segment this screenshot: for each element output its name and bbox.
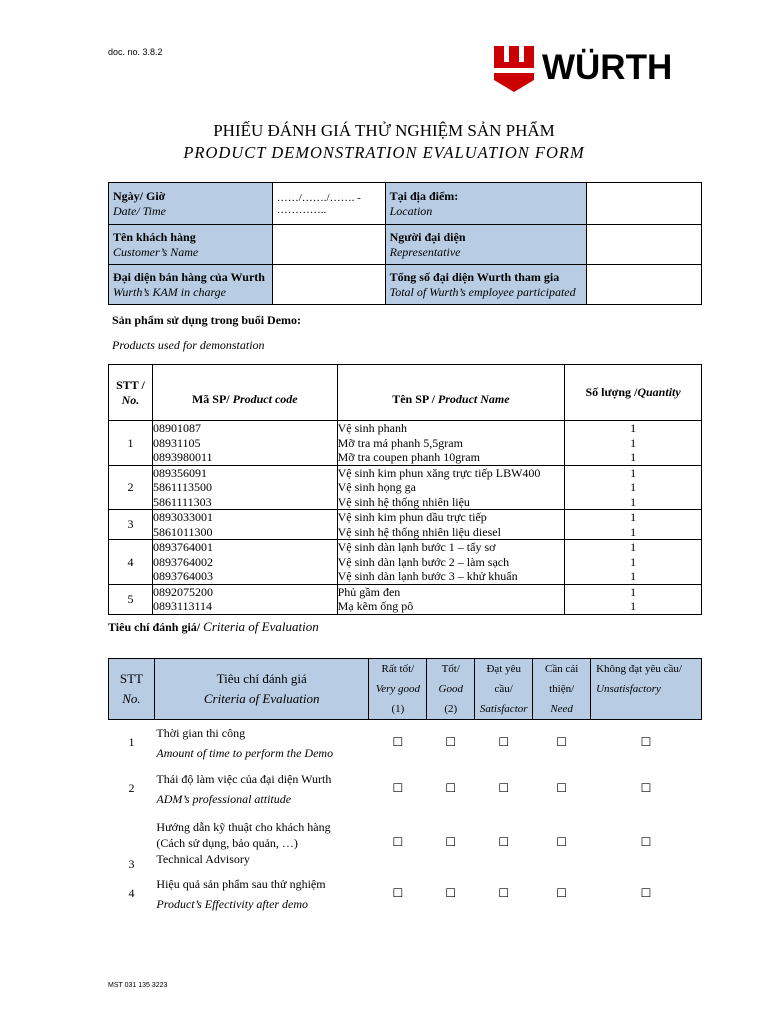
rating-checkbox[interactable]: ☐: [556, 735, 568, 750]
product-name: Vệ sinh dàn lạnh bước 2 – làm sạch: [337, 554, 510, 569]
rating-cell: [369, 812, 427, 874]
good-en: Good: [438, 683, 463, 695]
criteria-no: 4: [128, 886, 135, 900]
criteria-text: [154, 812, 369, 874]
rating-checkbox[interactable]: ☐: [640, 835, 652, 849]
rating-cell: [475, 812, 533, 874]
form-title-vi: PHIẾU ĐÁNH GIÁ THỬ NGHIỆM SẢN PHẨM: [213, 121, 555, 140]
satisfactory-en: Satisfactor: [479, 703, 528, 715]
product-code: 5861111303: [152, 494, 212, 509]
rep-label-en: Representative: [389, 244, 461, 259]
need-vi2: thiện/: [549, 683, 575, 695]
code-label-en: Product code: [232, 392, 298, 407]
very-good-en: Very good: [375, 683, 420, 695]
total-label-en: Total of Wurth’s employee participated: [389, 284, 576, 299]
wurth-logo-icon: [494, 46, 534, 92]
total-value[interactable]: [587, 265, 702, 305]
product-qty: 1: [630, 584, 637, 599]
product-name: Mỡ tra coupen phanh 10gram: [337, 450, 480, 464]
product-code: 0893764002: [152, 554, 213, 569]
kam-label-en: Wurth’s KAM in charge: [113, 284, 226, 299]
rating-checkbox[interactable]: ☐: [392, 835, 404, 849]
product-code: 089356091: [152, 465, 207, 480]
rating-cell: [533, 874, 591, 914]
date-label-vi: Ngày/ Giờ: [113, 188, 166, 203]
product-name-cell: [337, 584, 565, 614]
customer-label-vi: Tên khách hàng: [113, 229, 196, 244]
crit-stt-label: STT: [119, 671, 144, 686]
product-name-cell: [337, 465, 565, 510]
criteria-line2: ADM’s professional attitude: [156, 791, 292, 806]
form-title-en: PRODUCT DEMONSTRATION EVALUATION FORM: [183, 143, 585, 162]
col-header-name: [337, 365, 565, 421]
product-name: Vệ sinh dàn lạnh bước 3 – khử khuẩn: [337, 569, 518, 583]
kam-label-cell: [109, 265, 273, 305]
criteria-section-vi: Tiêu chí đánh giá/: [108, 620, 201, 634]
customer-value[interactable]: [272, 225, 385, 265]
satisfactory-vi2: cầu/: [494, 683, 513, 695]
need-vi1: Cần cải: [544, 663, 579, 675]
unsatisfactory-en: Unsatisfactory: [596, 683, 661, 695]
satisfactory-vi1: Đạt yêu: [486, 663, 521, 675]
rating-checkbox[interactable]: ☐: [392, 886, 404, 900]
rep-label-vi: Người đại diện: [389, 229, 466, 244]
product-qty-cell: [565, 584, 702, 614]
criteria-text: [154, 874, 369, 914]
product-qty: 1: [630, 554, 637, 569]
criteria-line3: Technical Advisory: [156, 851, 250, 866]
product-no: 2: [109, 465, 153, 510]
criteria-line1: Hướng dẫn kỹ thuật cho khách hàng: [156, 819, 331, 834]
rating-cell: [591, 766, 702, 812]
crit-header-criteria: [154, 659, 369, 720]
crit-label-en: Criteria of Evaluation: [203, 691, 320, 706]
name-label-en: Product Name: [437, 392, 510, 407]
product-qty: 1: [630, 599, 637, 613]
col-header-stt: [109, 365, 153, 421]
rating-checkbox[interactable]: ☐: [556, 886, 568, 900]
product-name: Mạ kẽm ống pô: [337, 599, 414, 613]
criteria-table: [108, 658, 702, 914]
product-code: 0893980011: [152, 450, 213, 464]
criteria-line1: Thái độ làm việc của đại diện Wurth: [156, 771, 332, 786]
rating-cell: [591, 812, 702, 874]
name-label-vi: Tên SP /: [392, 392, 435, 407]
product-qty: 1: [630, 480, 637, 494]
rep-value[interactable]: [587, 225, 702, 265]
rep-label-cell: [385, 225, 587, 265]
rating-checkbox[interactable]: ☐: [640, 886, 652, 900]
product-name-cell: [337, 510, 565, 540]
product-name: Vệ sinh kim phun dầu trực tiếp: [337, 510, 487, 524]
good-vi: Tốt/: [441, 663, 460, 675]
product-qty: 1: [630, 510, 637, 524]
stt-label-en: No.: [121, 392, 140, 407]
criteria-line1: Hiệu quả sản phẩm sau thử nghiệm: [156, 876, 326, 891]
product-row: [109, 584, 702, 614]
product-qty: 1: [630, 421, 637, 435]
product-code: 0892075200: [152, 584, 213, 599]
criteria-no: 2: [128, 781, 135, 795]
qty-label-en: Quantity: [637, 385, 681, 400]
rating-checkbox[interactable]: ☐: [445, 735, 457, 750]
criteria-section-en: Criteria of Evaluation: [203, 619, 319, 634]
product-code-cell: [152, 465, 337, 510]
product-name: Vệ sinh dàn lạnh bước 1 – tẩy sơ: [337, 540, 496, 554]
code-label-vi: Mã SP/: [191, 392, 230, 407]
products-section-title-vi: Sản phẩm sử dụng trong buổi Demo:: [112, 313, 302, 327]
product-qty-cell: [565, 465, 702, 510]
criteria-row: [109, 874, 702, 914]
rating-checkbox[interactable]: ☐: [556, 835, 568, 849]
product-code: 08931105: [152, 435, 201, 450]
product-qty-cell: [565, 510, 702, 540]
criteria-row: [109, 720, 702, 766]
product-code: 5861113500: [152, 480, 213, 494]
product-qty: 1: [630, 450, 637, 464]
wurth-logo-text: WÜRTH: [542, 48, 673, 87]
criteria-line1: Thời gian thi công: [156, 725, 246, 740]
rating-cell: [369, 720, 427, 766]
rating-cell: [475, 874, 533, 914]
product-code: 0893033001: [152, 510, 213, 524]
product-row: [109, 421, 702, 466]
crit-no-label: No.: [122, 691, 141, 706]
product-row: [109, 510, 702, 540]
doc-number: doc. no. 3.8.2: [108, 47, 163, 57]
product-row: [109, 540, 702, 585]
crit-header-very-good: [369, 659, 427, 720]
product-name: Mỡ tra má phanh 5,5gram: [337, 435, 463, 450]
criteria-row: [109, 812, 702, 874]
product-qty: 1: [630, 465, 637, 480]
crit-header-unsatisfactory: [591, 659, 702, 720]
good-num: (2): [444, 703, 458, 715]
product-name: Vệ sinh họng ga: [337, 480, 416, 494]
date-label-en: Date/ Time: [113, 203, 166, 218]
product-name: Vệ sinh hệ thống nhiên liệu diesel: [337, 524, 501, 539]
product-qty: 1: [630, 569, 637, 583]
product-code: 0893764001: [152, 540, 213, 554]
product-name-cell: [337, 421, 565, 466]
rating-cell: [475, 720, 533, 766]
rating-cell: [369, 874, 427, 914]
rating-checkbox[interactable]: ☐: [392, 735, 404, 750]
rating-cell: [427, 766, 475, 812]
customer-label-cell: [109, 225, 273, 265]
date-value[interactable]: ……/……./……. - …………..: [272, 183, 385, 225]
rating-cell: [591, 874, 702, 914]
rating-checkbox[interactable]: ☐: [445, 781, 457, 795]
criteria-no: 1: [128, 735, 135, 750]
rating-checkbox[interactable]: ☐: [445, 835, 457, 849]
product-name: Vệ sinh hệ thống nhiên liệu: [337, 494, 470, 509]
rating-checkbox[interactable]: ☐: [640, 781, 652, 795]
total-label-vi: Tổng số đại diện Wurth tham gia: [389, 269, 560, 284]
unsatisfactory-vi: Không đạt yêu cầu/: [596, 663, 682, 675]
criteria-section-title: [108, 619, 319, 635]
product-no: 1: [109, 421, 153, 466]
rating-cell: [533, 766, 591, 812]
rating-checkbox[interactable]: ☐: [556, 781, 568, 795]
location-label-en: Location: [389, 203, 433, 218]
crit-header-satisfactory: [475, 659, 533, 720]
product-no: 5: [109, 584, 153, 614]
criteria-no: 3: [128, 856, 135, 871]
wurth-logo: [494, 46, 680, 92]
rating-checkbox[interactable]: ☐: [498, 781, 510, 795]
product-qty: 1: [630, 540, 637, 554]
rating-cell: [369, 766, 427, 812]
product-qty-cell: [565, 540, 702, 585]
product-row: [109, 465, 702, 510]
product-name: Vệ sinh kim phun xăng trực tiếp LBW400: [337, 465, 541, 480]
product-qty: 1: [630, 524, 637, 539]
product-code-cell: [152, 584, 337, 614]
rating-cell: [427, 812, 475, 874]
products-table: [108, 364, 702, 615]
rating-checkbox[interactable]: ☐: [445, 886, 457, 900]
product-code: 0893113114: [152, 599, 213, 613]
criteria-row: [109, 766, 702, 812]
crit-label-vi: Tiêu chí đánh giá: [216, 671, 307, 686]
product-name-cell: [337, 540, 565, 585]
date-label-cell: [109, 183, 273, 225]
rating-checkbox[interactable]: ☐: [498, 735, 510, 750]
qty-label-vi: Số lượng /: [585, 385, 638, 400]
footer-tax-code: MST 031 135 3223: [108, 982, 168, 989]
product-code-cell: [152, 510, 337, 540]
product-qty-cell: [565, 421, 702, 466]
product-code: 5861011300: [152, 524, 213, 539]
product-code-cell: [152, 421, 337, 466]
product-no: 4: [109, 540, 153, 585]
criteria-line2: Amount of time to perform the Demo: [156, 745, 334, 760]
rating-cell: [591, 720, 702, 766]
col-header-qty: [565, 365, 702, 421]
very-good-num: (1): [391, 703, 405, 715]
rating-cell: [533, 812, 591, 874]
rating-checkbox[interactable]: ☐: [640, 735, 652, 750]
crit-header-good: [427, 659, 475, 720]
criteria-text: [154, 720, 369, 766]
crit-header-need: [533, 659, 591, 720]
col-header-code: [152, 365, 337, 421]
rating-cell: [427, 874, 475, 914]
rating-cell: [427, 720, 475, 766]
criteria-line2: (Cách sử dụng, bảo quản, …): [156, 835, 298, 850]
info-table: [108, 182, 702, 305]
rating-checkbox[interactable]: ☐: [498, 835, 510, 849]
rating-cell: [475, 766, 533, 812]
product-name: Vệ sinh phanh: [337, 421, 407, 435]
location-label-cell: [385, 183, 587, 225]
kam-value[interactable]: [272, 265, 385, 305]
product-qty: 1: [630, 494, 637, 509]
product-code: 08901087: [152, 421, 201, 435]
product-no: 3: [109, 510, 153, 540]
rating-checkbox[interactable]: ☐: [392, 781, 404, 795]
products-section-title-en: Products used for demonstation: [112, 338, 265, 352]
customer-label-en: Customer’s Name: [113, 244, 199, 259]
rating-checkbox[interactable]: ☐: [498, 886, 510, 900]
product-name: Phủ gầm đen: [337, 584, 401, 599]
criteria-line2: Product’s Effectivity after demo: [156, 896, 309, 911]
location-label-vi: Tại địa điểm:: [389, 188, 459, 203]
product-qty: 1: [630, 435, 637, 450]
criteria-text: [154, 766, 369, 812]
product-code: 0893764003: [152, 569, 213, 583]
need-en: Need: [550, 703, 573, 715]
stt-label-vi: STT /: [116, 378, 145, 392]
very-good-vi: Rất tốt/: [381, 663, 415, 675]
location-value[interactable]: [587, 183, 702, 225]
kam-label-vi: Đại diện bán hàng của Wurth: [113, 269, 265, 284]
total-label-cell: [385, 265, 587, 305]
crit-header-stt: [109, 659, 155, 720]
product-code-cell: [152, 540, 337, 585]
rating-cell: [533, 720, 591, 766]
